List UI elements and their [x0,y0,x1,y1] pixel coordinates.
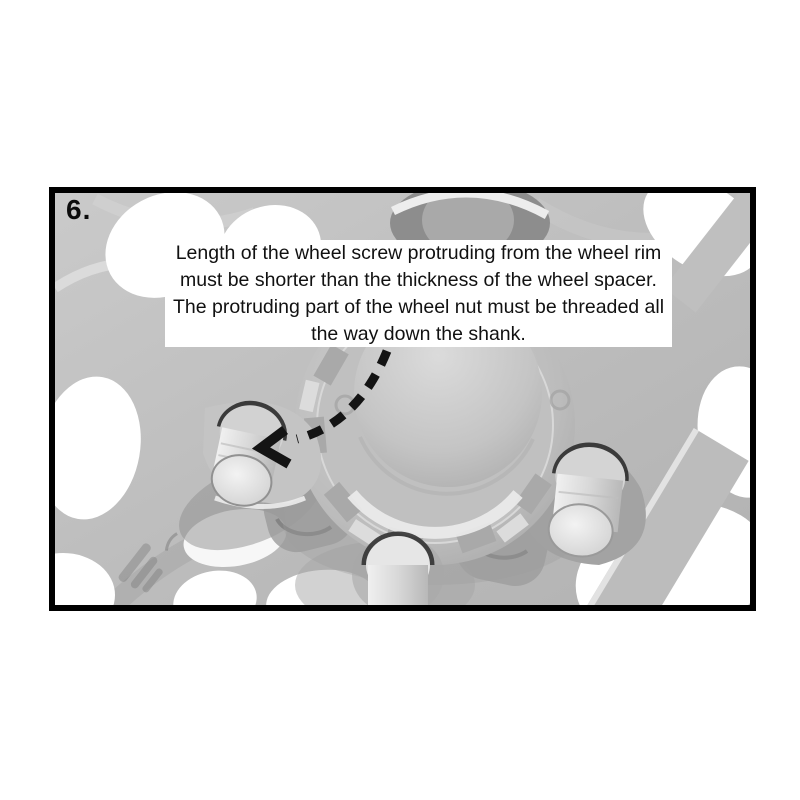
instruction-figure [49,187,756,611]
caption-line: Length of the wheel screw protruding from the wheel rim [175,241,662,264]
caption-box [165,240,672,347]
caption-line: The protruding part of the wheel nut must be threaded all [172,295,665,318]
caption-line: must be shorter than the thickness of the wheel spacer. [180,268,657,291]
caption-line: the way down the shank. [311,322,526,345]
step-number-label: 6. [66,194,92,225]
